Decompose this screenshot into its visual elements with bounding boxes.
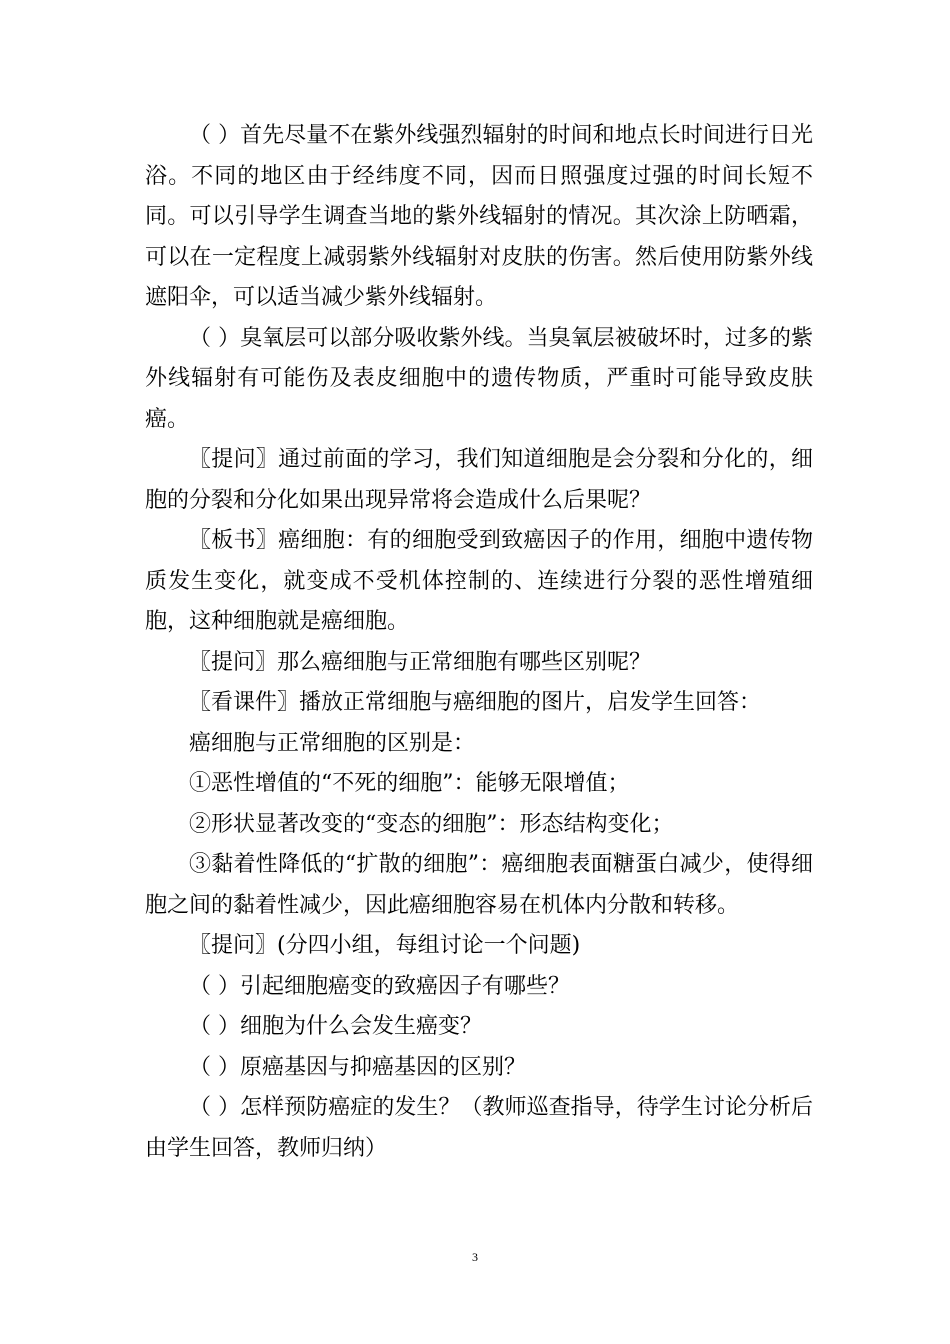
- paragraph-difference-intro: 癌细胞与正常细胞的区别是：: [189, 730, 476, 756]
- paragraph-question-groups: 〖提问〗(分四小组，每组讨论一个问题): [189, 933, 581, 958]
- paragraph-ozone-layer: （ ）臭氧层可以部分吸收紫外线。当臭氧层被破坏时，过多的紫外线辐射有可能伤及表皮细胞中的遗传物质，严重时可能导致皮肤癌。: [145, 325, 813, 432]
- page-number: 3: [472, 1250, 478, 1264]
- document-body: [145, 116, 813, 1169]
- list-item-spreading-cell: ③黏着性降低的“扩散的细胞”：癌细胞表面糖蛋白减少，使得细胞之间的黏着性减少，因此癌细胞容易在机体内分散和转移。: [145, 852, 813, 918]
- question-item-prevention: （ ）怎样预防癌症的发生？（教师巡查指导，待学生讨论分析后由学生回答，教师归纳）: [145, 1095, 813, 1161]
- paragraph-sun-protection: （ ）首先尽量不在紫外线强烈辐射的时间和地点长时间进行日光浴。不同的地区由于经纬度不同，因而日照强度过强的时间长短不同。可以引导学生调查当地的紫外线辐射的情况。其次涂上防晒霜，可以在一定程度上减弱紫外线辐射对皮肤的伤害。然后使用防紫外线遮阳伞，可以适当减少紫外线辐射。: [145, 123, 813, 310]
- paragraph-question-division: 〖提问〗通过前面的学习，我们知道细胞是会分裂和分化的，细胞的分裂和分化如果出现异常将会造成什么后果呢？: [145, 447, 813, 513]
- list-item-immortal-cell: ①恶性增值的“不死的细胞”：能够无限增值；: [189, 771, 630, 796]
- question-item-carcinogens: （ ）引起细胞癌变的致癌因子有哪些？: [189, 973, 570, 999]
- list-item-deformed-cell: ②形状显著改变的“变态的细胞”：形态结构变化；: [189, 811, 674, 837]
- paragraph-courseware: 〖看课件〗播放正常细胞与癌细胞的图片，启发学生回答：: [189, 690, 762, 715]
- paragraph-blackboard-cancer-cell: 〖板书〗癌细胞：有的细胞受到致癌因子的作用，细胞中遗传物质发生变化，就变成不受机体控制的、连续进行分裂的恶性增殖细胞，这种细胞就是癌细胞。: [145, 528, 813, 634]
- question-item-why-cancer: （ ）细胞为什么会发生癌变？: [189, 1014, 482, 1039]
- question-item-oncogenes: （ ）原癌基因与抑癌基因的区别？: [189, 1054, 526, 1080]
- paragraph-question-difference: 〖提问〗那么癌细胞与正常细胞有哪些区别呢？: [189, 649, 652, 675]
